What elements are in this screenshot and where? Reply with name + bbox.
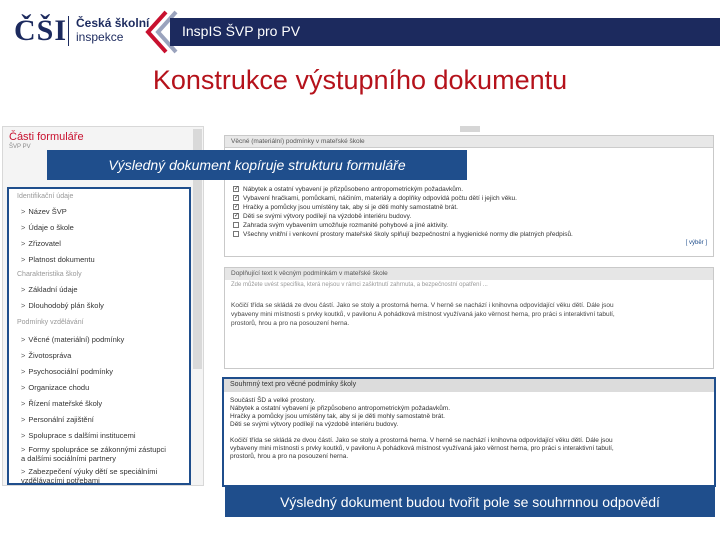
arrow-right-icon: >: [21, 301, 26, 310]
text-line: prostorů, hrou a pro na posouzení herna.: [231, 320, 350, 327]
box-header: Souhrnný text pro věcné podmínky školy: [224, 379, 714, 392]
checkbox-checked-icon[interactable]: ✓: [234, 195, 240, 202]
arrow-right-icon: >: [21, 335, 26, 344]
list-item[interactable]: > Věcné (materiální) podmínky: [21, 335, 125, 344]
checkbox-icon[interactable]: [233, 222, 239, 228]
arrow-right-icon: >: [21, 255, 26, 264]
text-line: Hračky a pomůcky jsou umístěny tak, aby si je děti mohly samostatně brát.: [230, 413, 445, 420]
csi-logo: [14, 14, 67, 48]
section-label: Charakteristika školy: [17, 271, 82, 278]
toolbar-icons[interactable]: [460, 126, 480, 132]
list-item[interactable]: > Zabezpečení výuky dětí se speciálními vzdělávacími potřebami: [21, 467, 158, 485]
checkbox-row[interactable]: Zahrada svým vybavením umožňuje rozmanité pohybové a jiné aktivity.: [233, 222, 448, 229]
arrow-right-icon: >: [21, 445, 26, 454]
logo-divider: [68, 16, 69, 46]
supplementary-text-box: [224, 267, 714, 369]
form-parts-heading: Části formuláře: [9, 131, 84, 143]
summary-text-box: [222, 377, 716, 487]
list-item[interactable]: > Formy spolupráce se zákonnými zástupci a dalšími sociálními partnery: [21, 445, 166, 463]
arrow-right-icon: >: [21, 415, 26, 424]
callout-top: Výsledný dokument kopíruje strukturu formuláře: [47, 150, 467, 180]
checkbox-checked-icon[interactable]: ✓: [234, 186, 240, 193]
hint-text: Zde můžete uvést specifika, která nejsou v rámci zaškrtnutí zahrnuta, a bezpečnostní opatření ...: [231, 282, 488, 288]
checkbox-row[interactable]: ✓ Vybavení hračkami, pomůckami, náčiním, materiály a doplňky odpovídá počtu dětí i jejich věku.: [234, 195, 517, 202]
text-line: vybaveny mini místnosti s prvky koutků, v pavilonu A pohádková místnost využívaná jako věrnost herna, pro práci s interaktivní tabulí,: [230, 445, 614, 452]
text-line: Děti se svými výtvory podílejí na výzdobě interiéru budovy.: [230, 421, 399, 428]
arrow-right-icon: >: [21, 467, 26, 476]
list-item[interactable]: > Personální zajištění: [21, 415, 94, 424]
text-line: Součástí ŠD a velké prostory.: [230, 397, 316, 404]
logo-name-line1: Česká školní: [76, 16, 150, 30]
slide-title: Konstrukce výstupního dokumentu: [152, 65, 568, 95]
callout-bottom: Výsledný dokument budou tvořit pole se souhrnnou odpovědí: [225, 487, 715, 517]
header-bar: [170, 18, 720, 46]
list-item[interactable]: > Řízení mateřské školy: [21, 399, 103, 408]
arrow-right-icon: >: [21, 239, 26, 248]
text-line: Nábytek a ostatní vybavení je přizpůsobeno antropometrickým požadavkům.: [230, 405, 451, 412]
list-item[interactable]: > Dlouhodobý plán školy: [21, 301, 104, 310]
arrow-right-icon: >: [21, 351, 26, 360]
text-line: Kočičí třída se skládá ze dvou částí. Jako se stoly a prostorná herna. V herně se nachází i knihovna odpovídající věku dětí. Dále jsou: [230, 437, 613, 444]
list-item[interactable]: > Základní údaje: [21, 285, 78, 294]
arrow-right-icon: >: [21, 431, 26, 440]
list-item[interactable]: > Platnost dokumentu: [21, 255, 95, 264]
checkbox-row[interactable]: ✓ Děti se svými výtvory podílejí na výzdobě interiéru budovy.: [234, 213, 412, 220]
logo-name-line2: inspekce: [76, 30, 124, 44]
section-label: Podmínky vzdělávání: [17, 319, 84, 326]
checkbox-row[interactable]: ✓ Nábytek a ostatní vybavení je přizpůsobeno antropometrickým požadavkům.: [234, 186, 464, 193]
checkbox-checked-icon[interactable]: ✓: [234, 204, 240, 211]
form-parts-list: [7, 187, 191, 485]
list-item[interactable]: > Název ŠVP: [21, 207, 67, 216]
arrow-right-icon: >: [21, 223, 26, 232]
select-link[interactable]: [ výběr ]: [685, 240, 707, 246]
form-parts-panel: [2, 126, 204, 486]
arrow-right-icon: >: [21, 383, 26, 392]
list-item[interactable]: > Zřizovatel: [21, 239, 61, 248]
list-item[interactable]: > Spoluprace s dalšími institucemi: [21, 431, 136, 440]
box-header: Doplňující text k věcným podmínkám v mateřské škole: [225, 268, 713, 280]
text-line: vybaveny mini místnosti s prvky koutků, v pavilonu A pohádková místnost využívaná jako věrnost herna, pro práci s interaktivní tabulí,: [231, 311, 615, 318]
text-line: prostorů, hrou a pro na posouzení herna.: [230, 453, 349, 460]
arrow-right-icon: >: [21, 367, 26, 376]
arrow-right-icon: >: [21, 285, 26, 294]
checkbox-icon[interactable]: [233, 231, 239, 237]
arrow-right-icon: >: [21, 207, 26, 216]
box-header: Věcné (materiální) podmínky v mateřské škole: [225, 136, 713, 148]
header-title: InspIS ŠVP pro PV: [182, 23, 301, 39]
arrow-right-icon: >: [21, 399, 26, 408]
checkbox-row[interactable]: ✓ Hračky a pomůcky jsou umístěny tak, aby si je děti mohly samostatně brát.: [234, 204, 458, 211]
logo-abbr: ČŠI: [14, 14, 68, 47]
checkbox-row[interactable]: Všechny vnitřní i venkovní prostory mateřské školy splňují bezpečnostní a hygienické normy dle platných předpisů.: [233, 231, 573, 238]
text-line: Kočičí třída se skládá ze dvou částí. Jako se stoly a prostorná herna. V herně se nachází i knihovna odpovídající věku dětí. Dále jsou: [231, 302, 614, 309]
checkbox-checked-icon[interactable]: ✓: [234, 213, 240, 220]
section-label: Identifikační údaje: [17, 193, 74, 200]
form-parts-subheading: ŠVP PV: [9, 144, 31, 150]
list-item[interactable]: > Psychosociální podmínky: [21, 367, 114, 376]
list-item[interactable]: > Organizace chodu: [21, 383, 90, 392]
logo-name: [76, 16, 149, 44]
list-item[interactable]: > Životospráva: [21, 351, 72, 360]
list-item[interactable]: > Údaje o škole: [21, 223, 74, 232]
